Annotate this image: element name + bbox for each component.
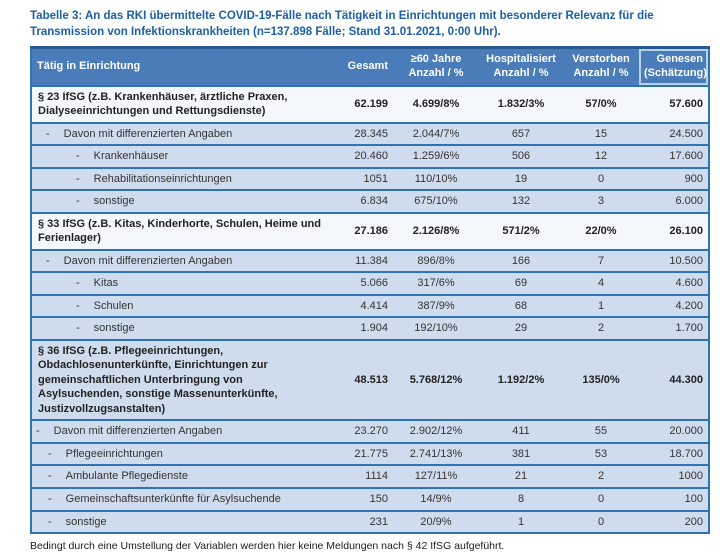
cell-label: - Davon mit differenzierten Angaben [31,250,331,273]
cell-genesen: 24.500 [639,123,709,146]
table-row [31,443,709,466]
cell-verst: 0 [563,511,639,534]
table-row [31,420,709,443]
cell-age60: 2.902/12% [393,420,479,443]
cell-gesamt: 20.460 [331,145,393,168]
hierarchy-dash: - [76,299,80,312]
cell-age60: 110/10% [393,168,479,191]
covid-facilities-table [30,46,710,534]
cell-verst: 4 [563,272,639,295]
column-header-age60: ≥60 Jahre Anzahl / % [393,48,479,86]
cell-hosp: 411 [479,420,563,443]
table-row [31,317,709,340]
cell-genesen: 4.600 [639,272,709,295]
cell-hosp: 132 [479,190,563,213]
cell-age60: 2.741/13% [393,443,479,466]
cell-age60: 1.259/6% [393,145,479,168]
cell-verst: 55 [563,420,639,443]
hierarchy-dash: - [48,493,52,505]
cell-label: - sonstige [31,511,331,534]
cell-gesamt: 5.066 [331,272,393,295]
cell-genesen: 900 [639,168,709,191]
column-header-gesamt: Gesamt [331,48,393,86]
cell-verst: 22/0% [563,213,639,250]
table-row [31,272,709,295]
cell-hosp: 506 [479,145,563,168]
cell-gesamt: 11.384 [331,250,393,273]
cell-verst: 12 [563,145,639,168]
cell-verst: 3 [563,190,639,213]
hierarchy-dash: - [36,425,40,438]
cell-genesen: 4.200 [639,295,709,318]
cell-label: § 33 IfSG (z.B. Kitas, Kinderhorte, Schulen, Heime und Ferienlager) [31,213,331,250]
hierarchy-dash: - [48,470,52,483]
table-row [31,295,709,318]
cell-hosp: 1.192/2% [479,340,563,421]
cell-genesen: 17.600 [639,145,709,168]
cell-gesamt: 6.834 [331,190,393,213]
cell-genesen: 57.600 [639,86,709,123]
hierarchy-dash: - [76,172,80,185]
table-row [31,488,709,511]
cell-hosp: 68 [479,295,563,318]
cell-age60: 675/10% [393,190,479,213]
hierarchy-dash: - [76,277,80,290]
hierarchy-dash: - [48,515,52,528]
cell-label: - Kitas [31,272,331,295]
cell-age60: 192/10% [393,317,479,340]
cell-hosp: 166 [479,250,563,273]
cell-gesamt: 62.199 [331,86,393,123]
cell-verst: 7 [563,250,639,273]
cell-genesen: 10.500 [639,250,709,273]
cell-age60: 4.699/8% [393,86,479,123]
cell-hosp: 29 [479,317,563,340]
cell-age60: 5.768/12% [393,340,479,421]
cell-gesamt: 4.414 [331,295,393,318]
cell-genesen: 1000 [639,465,709,488]
cell-label: - Davon mit differenzierten Angaben [31,420,331,443]
cell-age60: 20/9% [393,511,479,534]
cell-gesamt: 1.904 [331,317,393,340]
table-header [31,48,709,86]
cell-verst: 53 [563,443,639,466]
cell-gesamt: 150 [331,488,393,511]
cell-age60: 317/6% [393,272,479,295]
document-page [0,8,720,552]
cell-genesen: 26.100 [639,213,709,250]
cell-label: - Krankenhäuser [31,145,331,168]
cell-label: - Ambulante Pflegedienste [31,465,331,488]
table-title: Tabelle 3: An das RKI übermittelte COVID-19-Fälle nach Tätigkeit in Einrichtungen mit besonderer Relevanz für die Transmission von Infektionskrankheiten (n=137.898 Fälle; Stand 31.01.2021, 0:00 Uhr). [30,10,654,39]
cell-hosp: 1.832/3% [479,86,563,123]
cell-label: - Pflegeeinrichtungen [31,443,331,466]
cell-genesen: 200 [639,511,709,534]
cell-verst: 135/0% [563,340,639,421]
table-row [31,213,709,250]
table-row [31,168,709,191]
cell-age60: 127/11% [393,465,479,488]
cell-verst: 2 [563,317,639,340]
cell-verst: 1 [563,295,639,318]
table-row [31,250,709,273]
cell-hosp: 8 [479,488,563,511]
table-row [31,86,709,123]
cell-gesamt: 28.345 [331,123,393,146]
cell-genesen: 100 [639,488,709,511]
cell-verst: 15 [563,123,639,146]
cell-label: - sonstige [31,317,331,340]
table-row [31,511,709,534]
cell-gesamt: 1051 [331,168,393,191]
cell-age60: 387/9% [393,295,479,318]
table-row [31,145,709,168]
cell-age60: 14/9% [393,488,479,511]
cell-hosp: 21 [479,465,563,488]
cell-verst: 0 [563,168,639,191]
hierarchy-dash: - [48,447,52,460]
cell-gesamt: 48.513 [331,340,393,421]
column-header-verst: Verstorben Anzahl / % [563,48,639,86]
cell-label: - Gemeinschaftsunterkünfte für Asylsuchende [31,488,331,511]
cell-hosp: 19 [479,168,563,191]
cell-hosp: 1 [479,511,563,534]
hierarchy-dash: - [76,195,80,208]
hierarchy-dash: - [76,150,80,163]
cell-label: - Schulen [31,295,331,318]
hierarchy-dash: - [76,322,80,335]
cell-age60: 2.044/7% [393,123,479,146]
cell-gesamt: 23.270 [331,420,393,443]
cell-gesamt: 231 [331,511,393,534]
cell-genesen: 18.700 [639,443,709,466]
cell-genesen: 44.300 [639,340,709,421]
hierarchy-dash: - [46,127,50,140]
cell-genesen: 20.000 [639,420,709,443]
table-row [31,465,709,488]
cell-verst: 2 [563,465,639,488]
cell-gesamt: 21.775 [331,443,393,466]
footnote: Bedingt durch eine Umstellung der Variablen werden hier keine Meldungen nach § 42 IfSG aufgeführt. [30,540,505,552]
cell-gesamt: 27.186 [331,213,393,250]
header-row [31,48,709,86]
table-body [31,86,709,533]
cell-gesamt: 1114 [331,465,393,488]
cell-genesen: 1.700 [639,317,709,340]
cell-age60: 896/8% [393,250,479,273]
hierarchy-dash: - [46,254,50,267]
cell-genesen: 6.000 [639,190,709,213]
cell-hosp: 571/2% [479,213,563,250]
cell-label: - Davon mit differenzierten Angaben [31,123,331,146]
cell-verst: 0 [563,488,639,511]
cell-hosp: 69 [479,272,563,295]
table-row [31,123,709,146]
column-header-hosp: Hospitalisiert Anzahl / % [479,48,563,86]
cell-label: - sonstige [31,190,331,213]
table-row [31,190,709,213]
cell-age60: 2.126/8% [393,213,479,250]
column-header-label: Tätig in Einrichtung [31,48,331,86]
cell-hosp: 657 [479,123,563,146]
table-row [31,340,709,421]
cell-label: § 36 IfSG (z.B. Pflegeeinrichtungen, Obdachlosenunterkünfte, Einrichtungen zur gemeinschaftlichen Unterbringung von Asylsuchenden, sonstige Massenunterkünfte, Justizvollzugsanstalten) [31,340,331,421]
cell-label: § 23 IfSG (z.B. Krankenhäuser, ärztliche Praxen, Dialyseeinrichtungen und Rettungsdienste) [31,86,331,123]
cell-hosp: 381 [479,443,563,466]
cell-label: - Rehabilitationseinrichtungen [31,168,331,191]
cell-verst: 57/0% [563,86,639,123]
column-header-genesen: Genesen (Schätzung) [639,48,709,86]
